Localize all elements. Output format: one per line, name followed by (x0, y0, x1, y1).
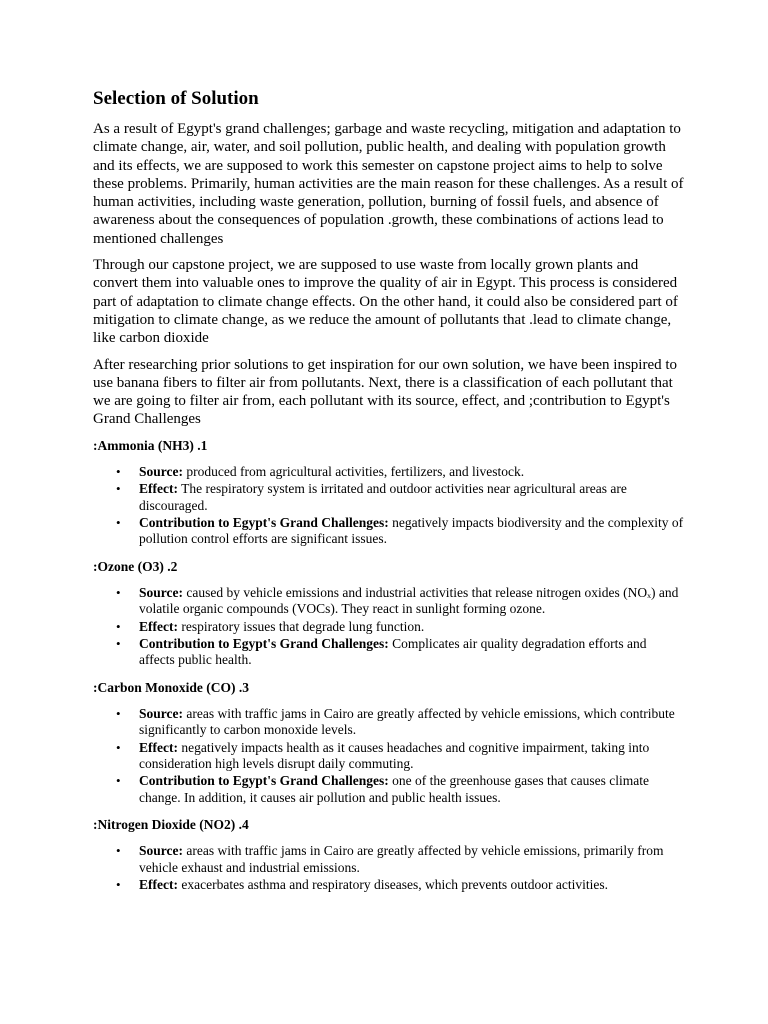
bullet-icon: • (116, 877, 121, 893)
item-text: exacerbates asthma and respiratory diseases, which prevents outdoor activities. (177, 877, 608, 893)
project-paragraph: Through our capstone project, we are supposed to use waste from locally grown plants and convert them into valuable ones to improve the quality of air in Egypt. This process is considered part of adaptation to climate change effects. On the other hand, it could also be considered part of mitigation to climate change, as we reduce the amount of pollutants that .lead to climate change, like carbon dioxide (93, 257, 678, 347)
document-title: Selection of Solution (93, 88, 259, 109)
bullet-icon: • (116, 739, 121, 755)
list-item (116, 843, 684, 876)
item-text: negatively impacts health as it causes headaches and cognitive impairment, taking into consideration high levels disrupt daily commuting. (139, 739, 650, 772)
item-text: one of the greenhouse gases that causes climate change. In addition, it causes air pollution and public health issues. (139, 773, 649, 805)
item-text: negatively impacts biodiversity and the complexity of pollution control efforts are significant issues. (139, 514, 684, 547)
item-text: respiratory issues that degrade lung function. (177, 618, 425, 634)
item-text: caused by vehicle emissions and industrial activities that release nitrogen oxides (NOₓ) and volatile organic compounds (VOCs). They react in sunlight forming ozone. (139, 584, 679, 617)
list-item (116, 636, 684, 669)
section-heading-carbon-monoxide: :Carbon Monoxide (CO) .3 (93, 679, 249, 695)
nitrogen-dioxide-list (93, 843, 684, 893)
bullet-icon: • (116, 843, 121, 859)
research-paragraph: After researching prior solutions to get inspiration for our own solution, we have been inspired to use banana fibers to filter air from pollutants. Next, there is a classification of each pollutant that we are going to filter air from, each pollutant with its source, effect, and ;contribution to Egypt's Grand Challenges (93, 356, 678, 428)
ammonia-list (93, 464, 684, 548)
item-label: Source: (139, 463, 183, 479)
item-label: Contribution to Egypt's Grand Challenges: (139, 636, 389, 651)
bullet-icon: • (116, 584, 121, 600)
item-text: Complicates air quality degradation efforts and affects public health. (139, 636, 647, 668)
item-label: Effect: (139, 739, 178, 755)
list-item (116, 514, 684, 548)
carbon-monoxide-list (93, 706, 684, 806)
item-label: Source: (139, 843, 183, 859)
bullet-icon: • (116, 514, 121, 530)
item-text: areas with traffic jams in Cairo are greatly affected by vehicle emissions, which contribute significantly to carbon monoxide levels. (139, 705, 675, 738)
intro-paragraph: As a result of Egypt's grand challenges; garbage and waste recycling, mitigation and adaptation to climate change, air, water, and soil pollution, public health, and dealing with population growth and its effects, we are supposed to work this semester on capstone project aims to help to solve these problems. Primarily, human activities are the main reason for these challenges. As a result of human activities, including waste generation, pollution, burning of fossil fuels, and absence of awareness about the consequences of population .growth, these combinations of actions lead to mentioned challenges (93, 121, 684, 247)
item-text: produced from agricultural activities, fertilizers, and livestock. (183, 463, 525, 479)
list-item (116, 481, 684, 514)
list-item (116, 739, 684, 773)
bullet-icon: • (116, 463, 121, 479)
bullet-icon: • (116, 618, 121, 634)
list-item (116, 584, 684, 618)
section-heading-ozone: :Ozone (O3) .2 (93, 558, 178, 574)
list-item (116, 877, 684, 893)
item-label: Contribution to Egypt's Grand Challenges: (139, 514, 389, 530)
item-text: areas with traffic jams in Cairo are greatly affected by vehicle emissions, primarily from vehicle exhaust and industrial emissions. (139, 843, 664, 875)
item-label: Effect: (139, 481, 178, 497)
item-label: Contribution to Egypt's Grand Challenges: (139, 773, 389, 789)
section-heading-ammonia: :Ammonia (NH3) .1 (93, 437, 208, 453)
bullet-icon: • (116, 636, 121, 651)
item-text: The respiratory system is irritated and outdoor activities near agricultural areas are discouraged. (139, 481, 627, 513)
list-item (116, 705, 684, 739)
item-label: Source: (139, 584, 183, 600)
section-heading-nitrogen-dioxide: :Nitrogen Dioxide (NO2) .4 (93, 817, 249, 833)
bullet-icon: • (116, 773, 121, 789)
bullet-icon: • (116, 705, 121, 721)
item-label: Source: (139, 705, 183, 721)
list-item (116, 463, 684, 480)
list-item (116, 618, 684, 635)
item-label: Effect: (139, 618, 178, 634)
item-label: Effect: (139, 877, 178, 893)
ozone-list (93, 585, 684, 669)
bullet-icon: • (116, 481, 121, 497)
list-item (116, 773, 684, 806)
